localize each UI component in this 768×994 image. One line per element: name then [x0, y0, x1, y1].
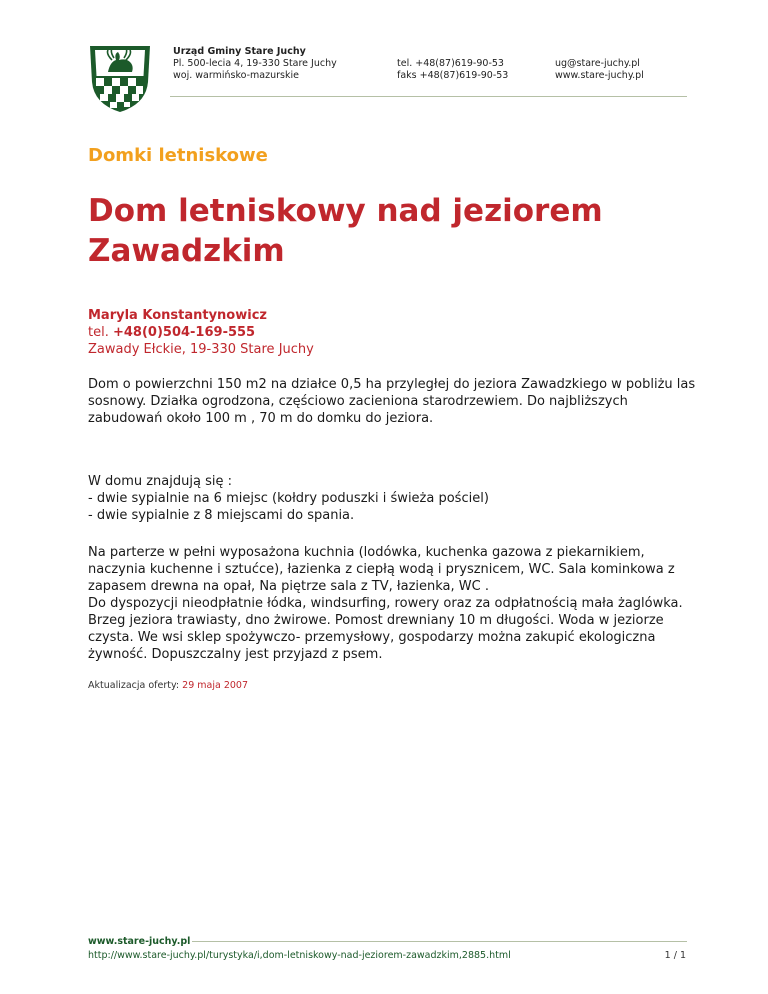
page-number: 1 / 1 — [664, 950, 686, 961]
description-paragraph-3 — [88, 544, 698, 663]
header-divider — [170, 96, 687, 97]
description-paragraph-2 — [88, 473, 698, 524]
header-web — [555, 58, 644, 82]
description-paragraph-1 — [88, 376, 698, 427]
org-name: Urząd Gminy Stare Juchy — [173, 46, 306, 57]
org-fax: faks +48(87)619-90-53 — [397, 70, 509, 81]
paragraph-line: - dwie sypialnie na 6 miejsc (kołdry poduszki i świeża pościel) — [88, 491, 489, 506]
contact-address: Zawady Ełckie, 19-330 Stare Juchy — [88, 342, 314, 357]
header-organization — [173, 46, 337, 82]
contact-phone-line — [88, 324, 314, 341]
contact-phone-prefix: tel. — [88, 325, 113, 340]
paragraph-line: - dwie sypialnie z 8 miejscami do spania. — [88, 508, 355, 523]
update-label: Aktualizacja oferty: — [88, 680, 183, 691]
update-date: 29 maja 2007 — [182, 680, 248, 691]
offer-update — [88, 680, 248, 691]
footer-url[interactable]: http://www.stare-juchy.pl/turystyka/i,dom-letniskowy-nad-jeziorem-zawadzkim,2885.html — [88, 950, 511, 961]
paragraph-text: Dom o powierzchni 150 m2 na działce 0,5 ha przyległej do jeziora Zawadzkiego w pobliżu las sosnowy. Działka ogrodzona, częściowo zacieniona starodrzewiem. Do najbliższych zabudowań około 100 m , 70 m do domku do jeziora. — [88, 377, 696, 426]
contact-name: Maryla Konstantynowicz — [88, 308, 267, 323]
coat-of-arms-icon — [88, 42, 152, 114]
paragraph-text: Na parterze w pełni wyposażona kuchnia (lodówka, kuchenka gazowa z piekarnikiem, naczynia kuchenne i sztućce), łazienka z ciepłą wodą i prysznicem, WC. Sala kominkowa z zapasem drewna na opał, Na piętrze sala z TV, łazienka, WC . — [88, 545, 675, 594]
org-tel: tel. +48(87)619-90-53 — [397, 58, 504, 69]
org-region: woj. warmińsko-mazurskie — [173, 70, 299, 81]
org-address: Pl. 500-lecia 4, 19-330 Stare Juchy — [173, 58, 337, 69]
paragraph-line: W domu znajdują się : — [88, 474, 232, 489]
org-website[interactable]: www.stare-juchy.pl — [555, 70, 644, 81]
org-email[interactable]: ug@stare-juchy.pl — [555, 58, 640, 69]
contact-block — [88, 307, 314, 358]
footer-divider — [192, 941, 687, 942]
header-phones — [397, 58, 508, 82]
footer-site[interactable]: www.stare-juchy.pl — [88, 936, 191, 947]
page-title: Dom letniskowy nad jeziorem Zawadzkim — [88, 193, 603, 269]
paragraph-text: Do dyspozycji nieodpłatnie łódka, windsurfing, rowery oraz za odpłatnością mała żaglówka. Brzeg jeziora trawiasty, dno żwirowe. Pomost drewniany 10 m długości. Woda w jeziorze czysta. We wsi sklep spożywczo- przemysłowy, gospodarzy można zakupić ekologiczna żywność. Dopuszczalny jest przyjazd z psem. — [88, 596, 683, 662]
contact-phone[interactable]: +48(0)504-169-555 — [112, 325, 256, 340]
category-heading: Domki letniskowe — [88, 145, 268, 166]
